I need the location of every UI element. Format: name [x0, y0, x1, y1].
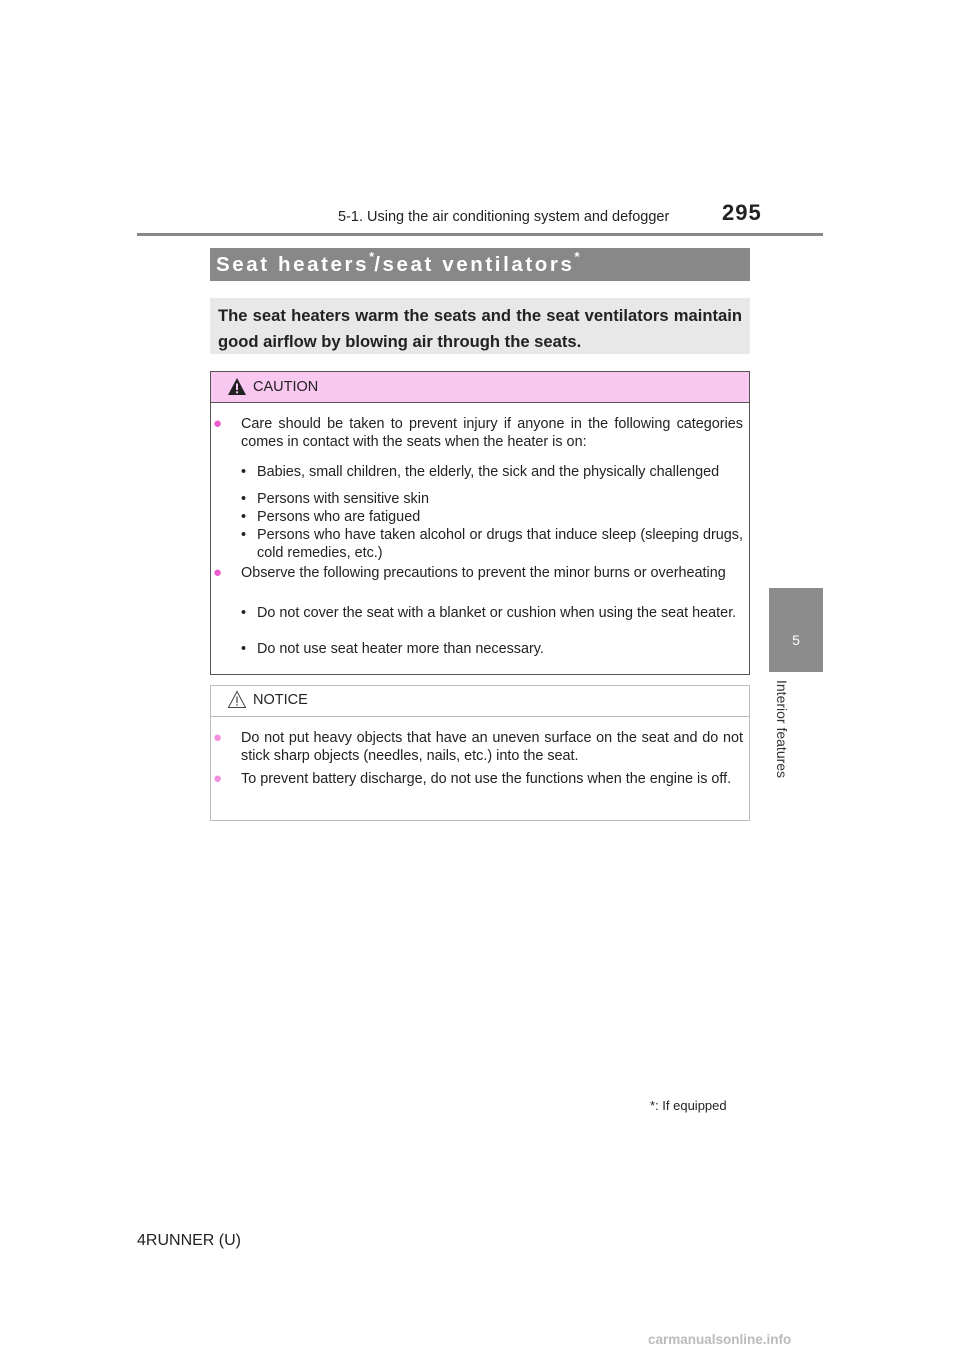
sub-bullet-icon: •	[241, 491, 247, 507]
watermark: carmanualsonline.info	[648, 1332, 792, 1347]
sub-bullet-icon: •	[241, 527, 247, 543]
section-heading	[210, 248, 750, 281]
if-equipped-mark-1: *	[369, 249, 375, 264]
section-title: 5-1. Using the air conditioning system and defogger	[338, 209, 670, 225]
header-divider	[137, 233, 823, 236]
caution-sub-item	[241, 490, 743, 508]
caution-sub-text: Persons who have taken alcohol or drugs that induce sleep (sleeping drugs, cold remedies, etc.)	[257, 527, 743, 561]
sub-bullet-icon: •	[241, 641, 247, 657]
chapter-label-wrapper	[773, 680, 793, 790]
notice-item	[213, 770, 743, 788]
bullet-icon: ●	[213, 729, 223, 746]
caution-sub-text: Persons with sensitive skin	[257, 491, 429, 507]
chapter-label: Interior features	[774, 680, 790, 779]
heading-part-2: /seat ventilators	[374, 252, 575, 276]
heading-part-1: Seat heaters	[216, 252, 370, 276]
sub-bullet-icon: •	[241, 509, 247, 525]
intro-box	[210, 298, 750, 354]
bullet-icon: ●	[213, 564, 223, 581]
bullet-icon: ●	[213, 770, 223, 787]
footnote-text: : If equipped	[655, 1098, 727, 1113]
caution-item-1-text: Care should be taken to prevent injury if anyone in the following categories comes in contact with the seats when the heater is on:	[241, 416, 743, 450]
notice-header	[211, 686, 749, 717]
caution-sub-item	[241, 508, 743, 526]
intro-text: The seat heaters warm the seats and the seat ventilators maintain good airflow by blowing air through the seats.	[218, 306, 742, 351]
notice-label: NOTICE	[253, 692, 308, 708]
caution-box	[210, 371, 750, 675]
sub-bullet-icon: •	[241, 605, 247, 621]
caution-sub-item	[241, 526, 743, 562]
vehicle-model: 4RUNNER (U)	[137, 1232, 241, 1249]
caution-sub-text: Do not use seat heater more than necessary.	[257, 641, 544, 657]
caution-sub-text: Persons who are fatigued	[257, 509, 421, 525]
heading-text	[216, 251, 580, 277]
notice-box	[210, 685, 750, 821]
caution-item-2	[213, 564, 743, 582]
bullet-icon: ●	[213, 415, 223, 432]
notice-item-text: To prevent battery discharge, do not use the functions when the engine is off.	[241, 771, 732, 787]
warning-triangle-icon	[227, 377, 247, 396]
page-number: 295	[722, 200, 762, 225]
caution-item-2-text: Observe the following precautions to prevent the minor burns or overheating	[241, 565, 726, 581]
caution-header	[211, 372, 749, 403]
sub-bullet-icon: •	[241, 464, 247, 480]
caution-sub-text: Do not cover the seat with a blanket or cushion when using the seat heater.	[257, 605, 737, 621]
caution-sub-item	[241, 640, 743, 658]
chapter-tab	[769, 588, 823, 672]
footnote-mark: *	[650, 1098, 656, 1113]
caution-sub-text: Babies, small children, the elderly, the sick and the physically challenged	[257, 464, 720, 480]
caution-label: CAUTION	[253, 379, 319, 395]
if-equipped-mark-2: *	[574, 249, 580, 264]
notice-item	[213, 729, 743, 765]
if-equipped-footnote	[650, 1098, 727, 1113]
caution-sub-item	[241, 463, 743, 481]
chapter-number: 5	[792, 632, 800, 648]
caution-item-1	[213, 415, 743, 451]
notice-triangle-icon	[227, 690, 247, 709]
notice-item-text: Do not put heavy objects that have an uneven surface on the seat and do not stick sharp objects (needles, nails, etc.) into the seat.	[241, 730, 743, 764]
caution-sub-item	[241, 604, 743, 622]
